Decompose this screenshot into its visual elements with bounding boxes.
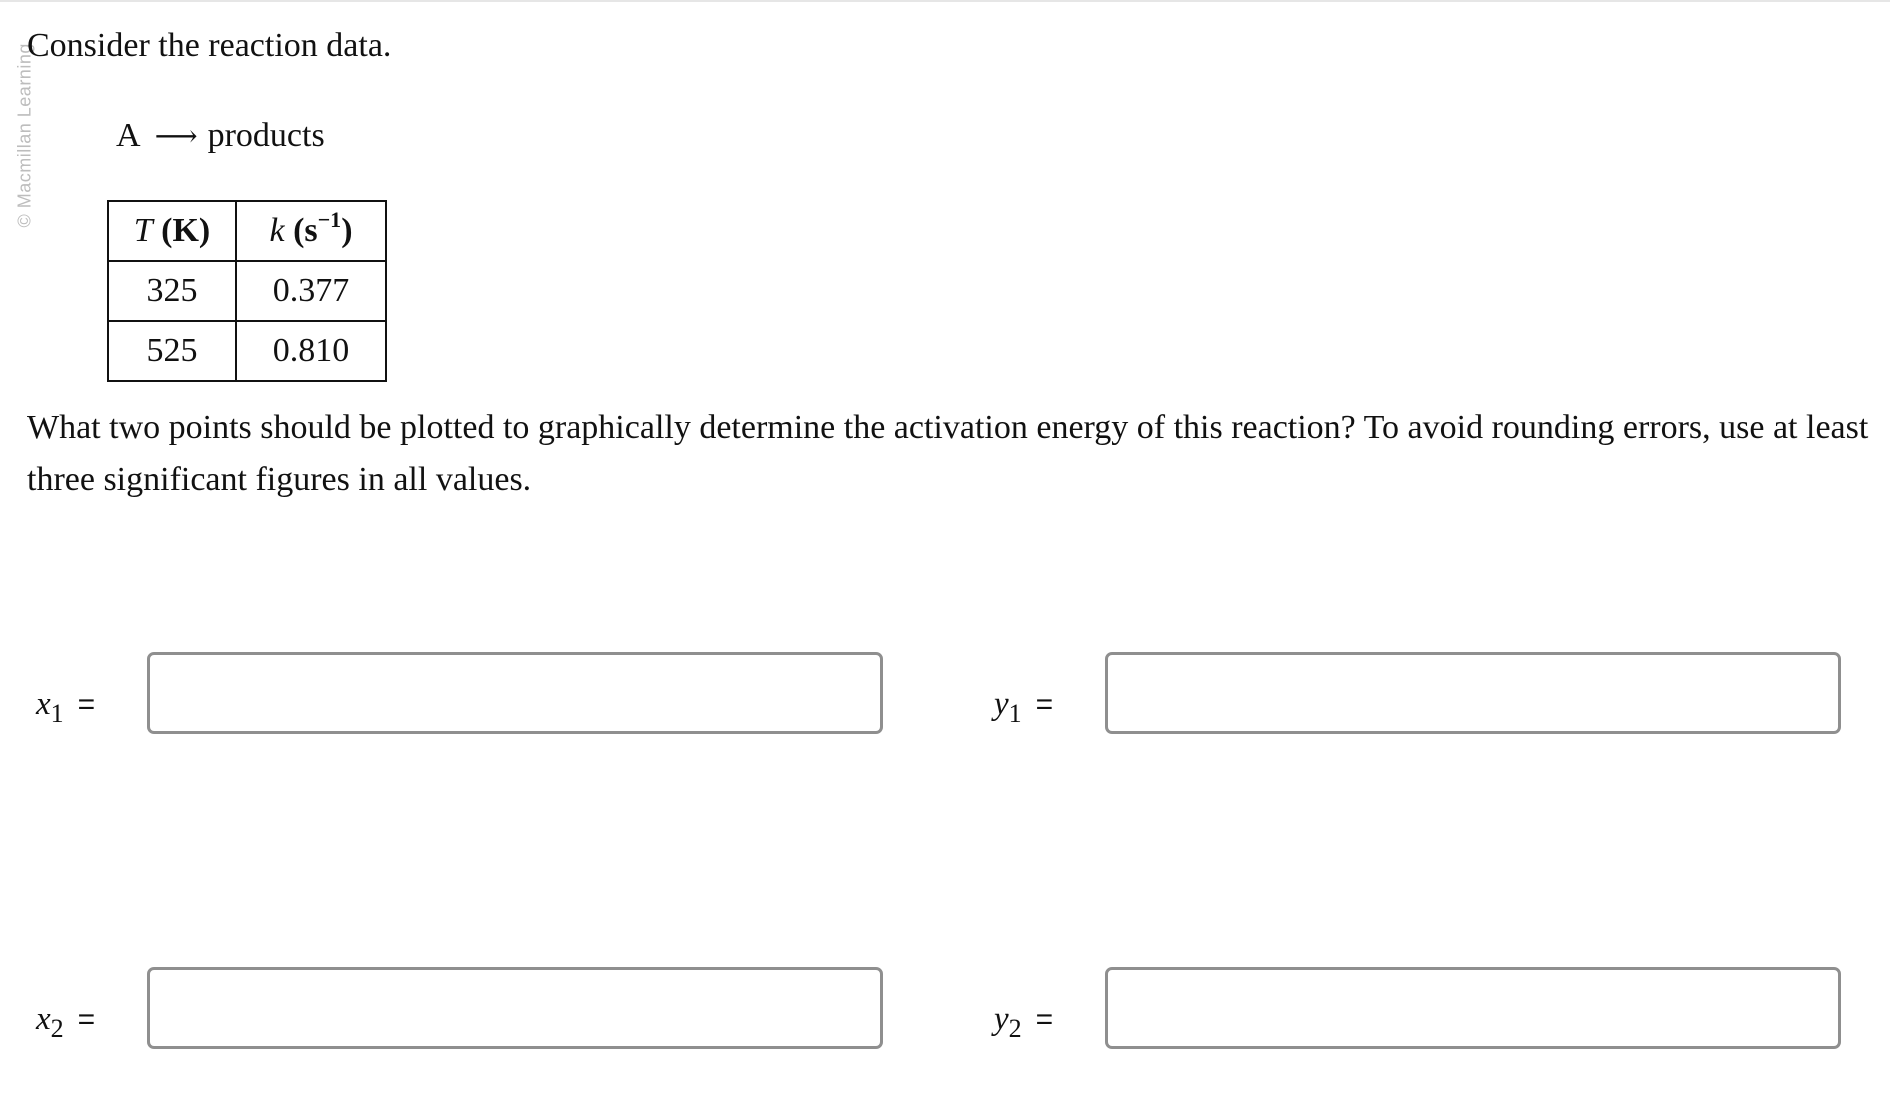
rate-constant-symbol: k (269, 212, 285, 249)
rate-unit-close: ) (341, 212, 353, 249)
y2-label (994, 999, 1054, 1043)
reactant: A (116, 117, 141, 154)
y1-input[interactable] (1105, 652, 1841, 734)
rate-unit-base: (s (293, 212, 318, 249)
publisher-watermark: © Macmillan Learning (14, 43, 35, 228)
x2-variable: x (36, 1001, 51, 1037)
rate-constant-cell: 0.377 (236, 261, 386, 321)
temperature-unit: (K) (161, 212, 211, 249)
question-text: What two points should be plotted to graphically determine the activation energy of this reaction? To avoid rounding errors, use at least three significant figures in all values. (27, 409, 1869, 498)
rate-constant-cell: 0.810 (236, 321, 386, 381)
temperature-cell: 325 (108, 261, 236, 321)
x1-equals: = (77, 688, 96, 721)
reaction-equation (116, 112, 325, 161)
y2-input[interactable] (1105, 967, 1841, 1049)
y1-label (994, 684, 1054, 728)
reaction-data-table (107, 200, 387, 382)
rate-unit-exponent: −1 (317, 207, 342, 232)
x1-subscript: 1 (50, 699, 64, 728)
product: products (207, 117, 325, 154)
x2-equals: = (77, 1003, 96, 1036)
y1-variable: y (994, 686, 1009, 722)
temperature-cell: 525 (108, 321, 236, 381)
table-header-row (108, 201, 386, 261)
temperature-symbol: T (133, 212, 153, 249)
y1-subscript: 1 (1008, 699, 1022, 728)
x1-variable: x (36, 686, 51, 722)
y2-variable: y (994, 1001, 1009, 1037)
y1-equals: = (1035, 688, 1054, 721)
header-rate-constant (236, 201, 386, 261)
header-temperature (108, 201, 236, 261)
x1-input[interactable] (147, 652, 883, 734)
reaction-arrow-icon: ⟶ (154, 120, 198, 153)
y2-equals: = (1035, 1003, 1054, 1036)
top-divider (0, 0, 1890, 2)
x2-subscript: 2 (50, 1014, 64, 1043)
table-row (108, 261, 386, 321)
x1-label (36, 684, 96, 728)
intro-text: Consider the reaction data. (27, 27, 392, 64)
table-row (108, 321, 386, 381)
x2-label (36, 999, 96, 1043)
x2-input[interactable] (147, 967, 883, 1049)
y2-subscript: 2 (1008, 1014, 1022, 1043)
